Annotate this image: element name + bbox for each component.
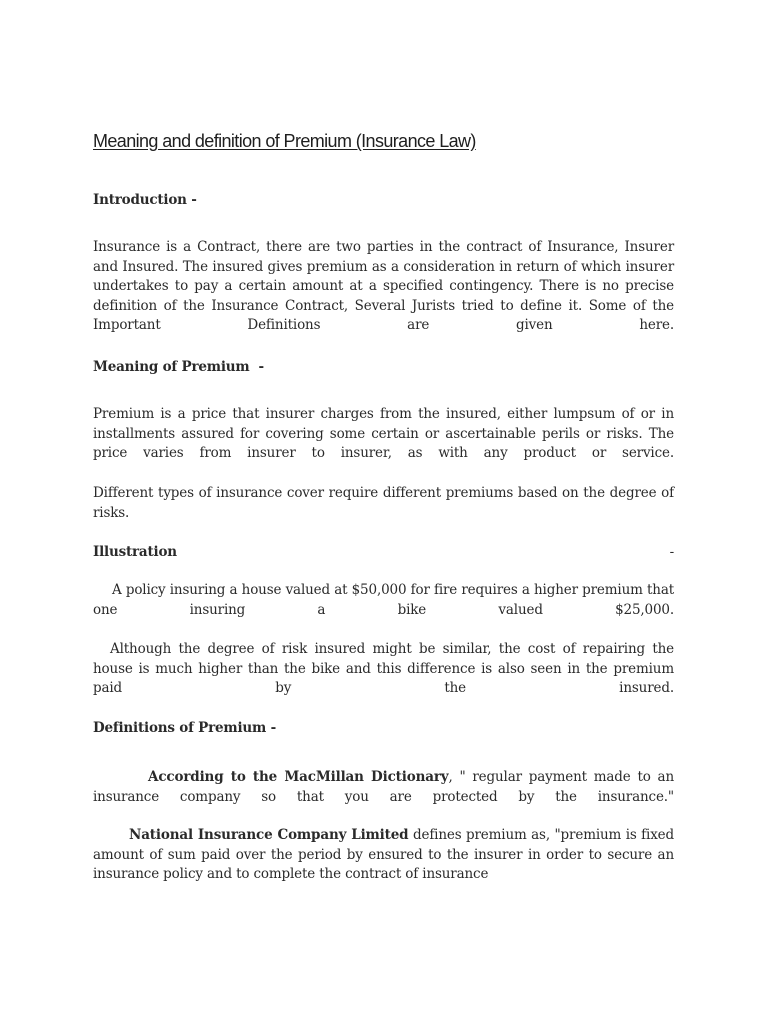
meaning-heading: Meaning of Premium - [93, 359, 264, 375]
meaning-paragraph-1: Premium is a price that insurer charges from the insured, either lumpsum of or in installments assured for covering some certain or ascertainable perils or risks. The price varies from insurer to insurer, as with any product or service. [93, 406, 674, 462]
macmillan-definition [93, 768, 674, 807]
macmillan-text: , " regular payment made to an insurance company so that you are protected by the insurance." [93, 769, 674, 805]
illustration-heading-label: Illustration [93, 544, 177, 560]
illustration-paragraph-2: Although the degree of risk insured might be similar, the cost of repairing the house is much higher than the bike and this difference is also seen in the premium paid by the insured. [93, 641, 674, 697]
page-title: Meaning and definition of Premium (Insurance Law) [93, 131, 476, 151]
definitions-heading: Definitions of Premium - [93, 720, 277, 736]
illustration-heading [93, 542, 674, 562]
introduction-heading: Introduction - [93, 192, 197, 208]
illustration-paragraph-1: A policy insuring a house valued at $50,000 for fire requires a higher premium that one insuring a bike valued $25,000. [93, 582, 674, 618]
nicl-definition [93, 826, 674, 885]
macmillan-source: According to the MacMillan Dictionary [148, 769, 449, 785]
introduction-paragraph: Insurance is a Contract, there are two parties in the contract of Insurance, Insurer and Insured. The insured gives premium as a consideration in return of which insurer undertakes to pay a certain amount at a specified contingency. There is no precise definition of the Insurance Contract, Several Jurists tried to define it. Some of the Important Definitions are given here. [93, 239, 674, 334]
nicl-text: defines premium as, "premium is fixed amount of sum paid over the period by ensured to the insurer in order to secure an insurance policy and to complete the contract of insurance [93, 827, 674, 883]
meaning-paragraph-2: Different types of insurance cover require different premiums based on the degree of risks. [93, 485, 674, 521]
nicl-source: National Insurance Company Limited [129, 827, 409, 843]
illustration-heading-dash: - [669, 544, 674, 560]
